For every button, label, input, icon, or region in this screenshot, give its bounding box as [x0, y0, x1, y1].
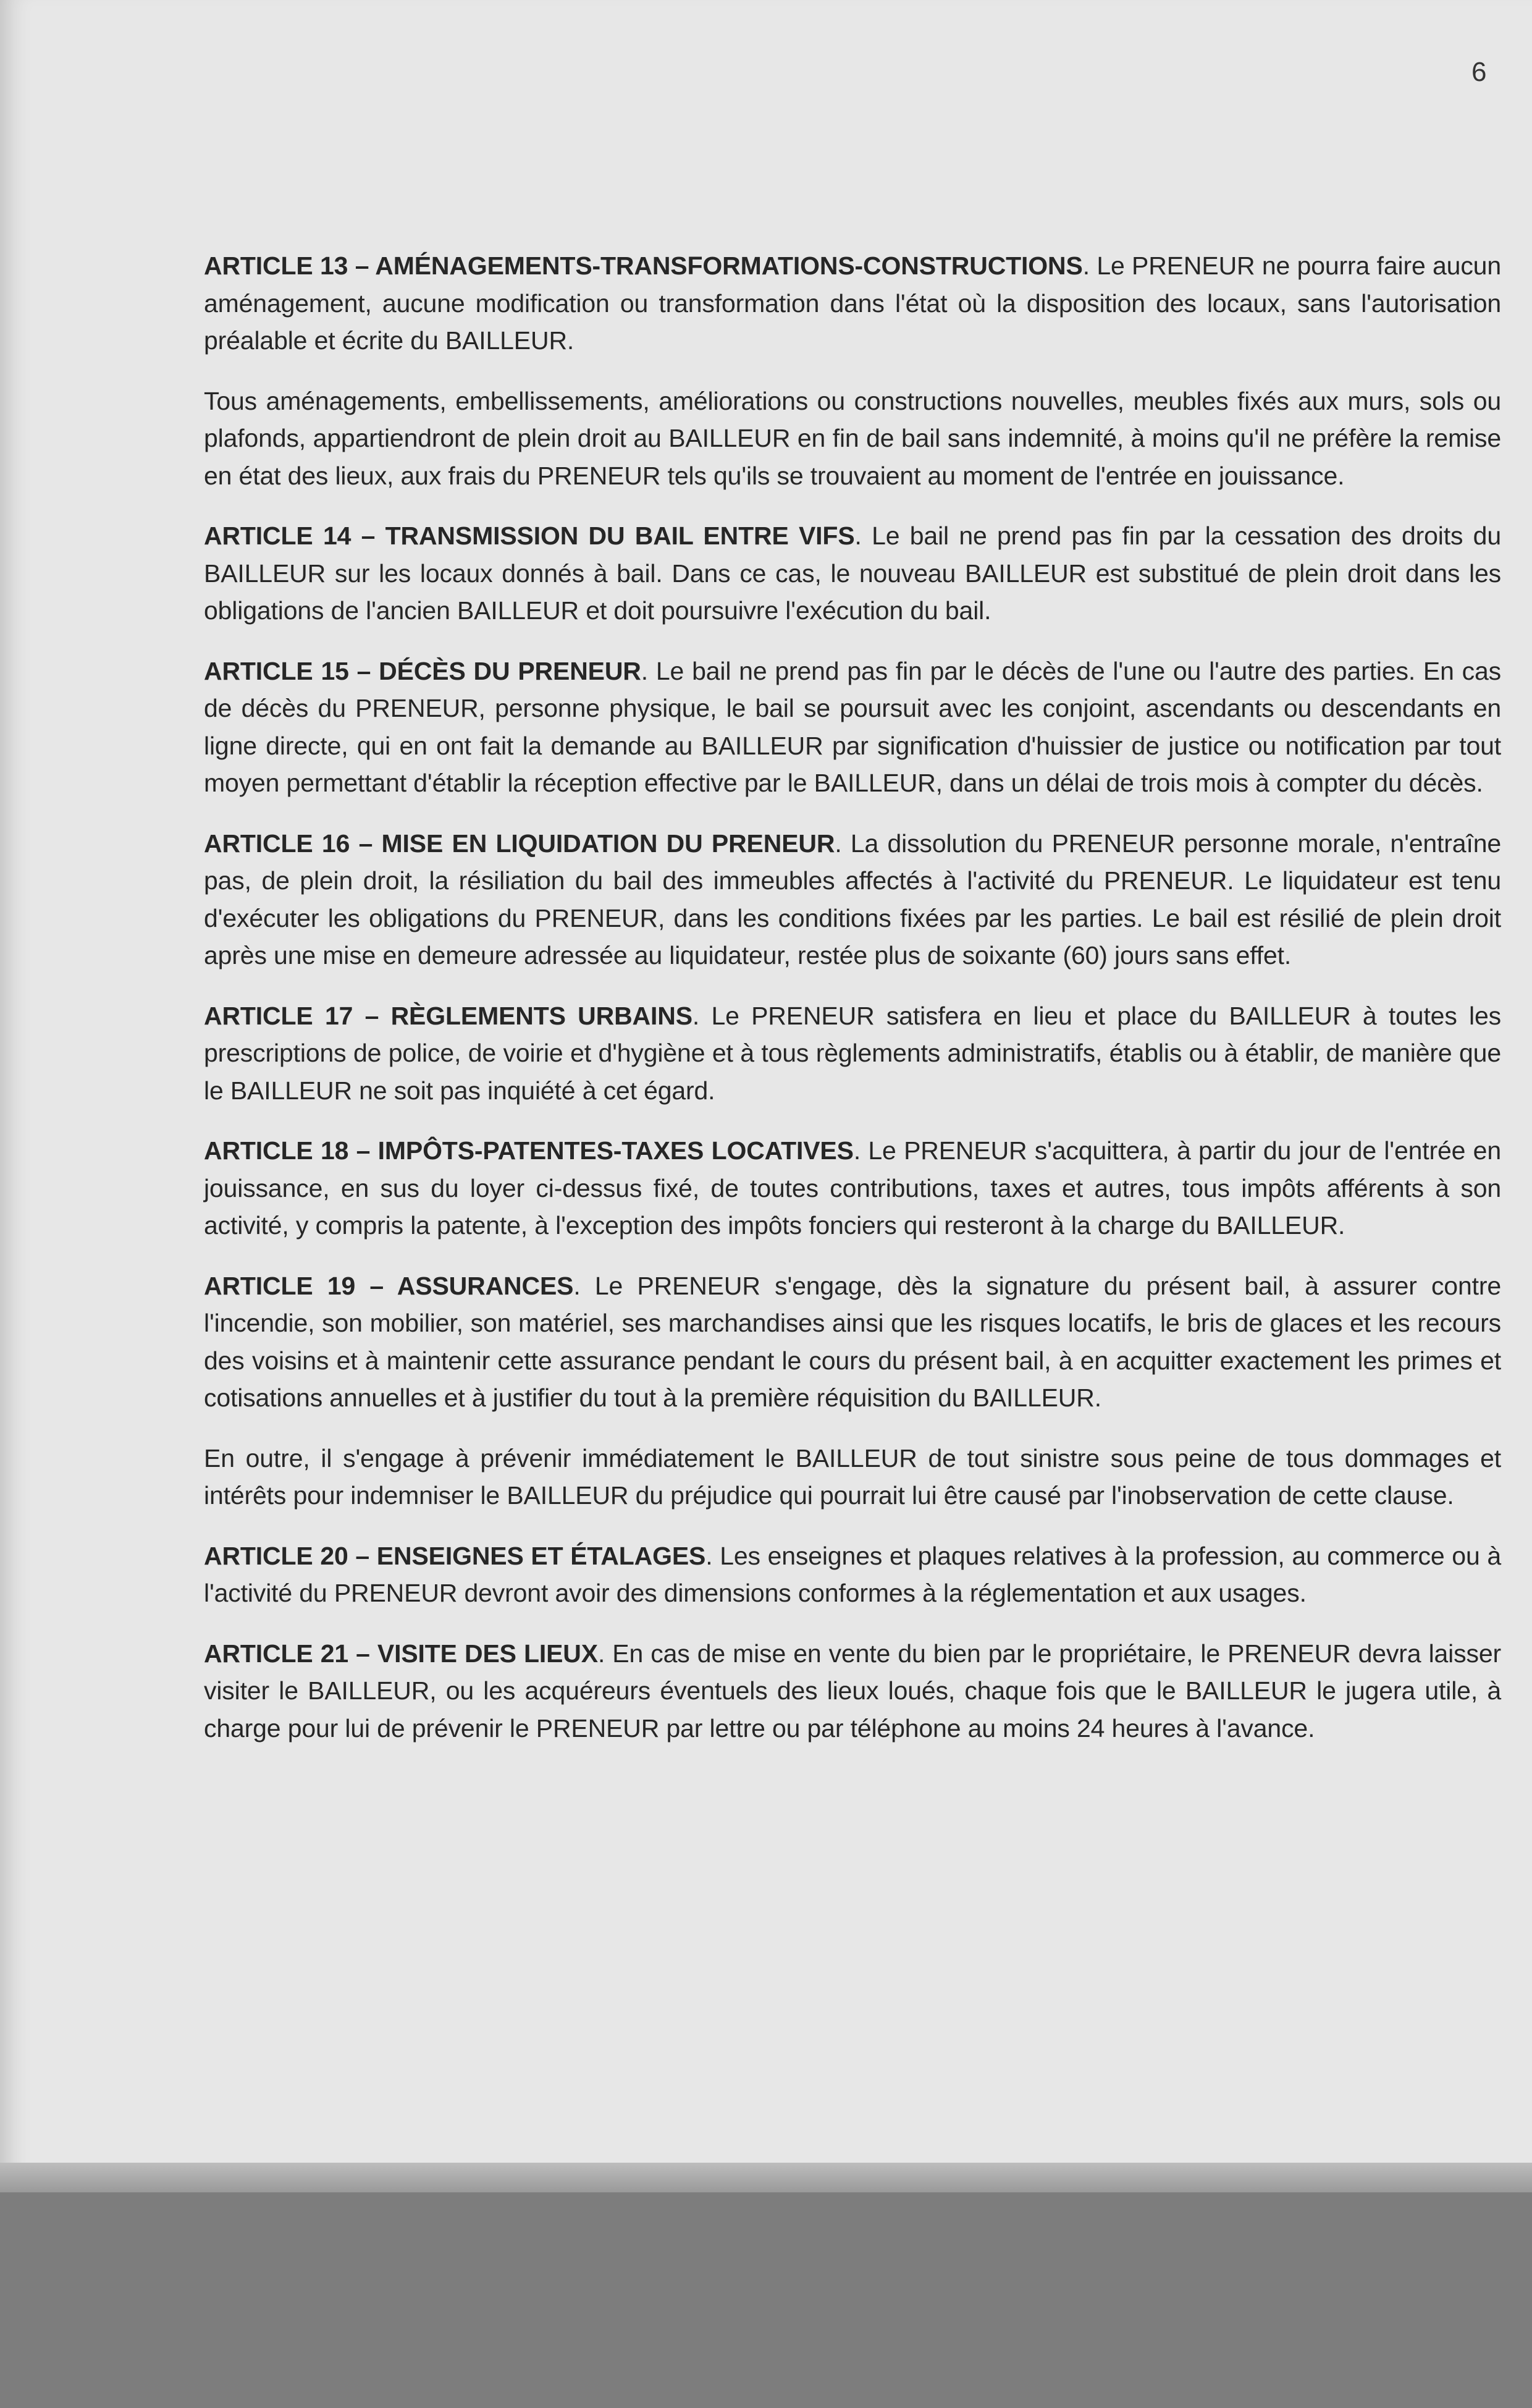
page-number: 6 — [1471, 57, 1487, 87]
article-13-text: . Le PRENEUR ne pourra faire aucun aménagement, aucune modification ou transformation dans l'état où la disposition des locaux, sans l'autorisation préalable et écrite du BAILLEUR. — [204, 251, 1501, 355]
article-21-paragraph — [204, 1635, 1501, 1747]
article-17-paragraph — [204, 997, 1501, 1110]
article-21-heading: ARTICLE 21 – VISITE DES LIEUX — [204, 1639, 598, 1668]
article-13-text-2: Tous aménagements, embellissements, améliorations ou constructions nouvelles, meubles fixés aux murs, sols ou plafonds, appartiendront de plein droit au BAILLEUR en fin de bail sans indemnité, à moins qu'il ne préfère la remise en état des lieux, aux frais du PRENEUR tels qu'ils se trouvaient au moment de l'entrée en jouissance. — [204, 386, 1501, 490]
article-18-paragraph — [204, 1132, 1501, 1244]
article-15-paragraph — [204, 653, 1501, 802]
article-20-text: . Les enseignes et plaques relatives à la profession, au commerce ou à l'activité du PRENEUR devront avoir des dimensions conformes à la réglementation et aux usages. — [204, 1541, 1501, 1607]
article-16-heading: ARTICLE 16 – MISE EN LIQUIDATION DU PRENEUR — [204, 829, 835, 858]
article-13-heading: ARTICLE 13 – AMÉNAGEMENTS-TRANSFORMATIONS-CONSTRUCTIONS — [204, 251, 1083, 280]
article-20-paragraph — [204, 1537, 1501, 1612]
article-14-text: . Le bail ne prend pas fin par la cessation des droits du BAILLEUR sur les locaux donnés à bail. Dans ce cas, le nouveau BAILLEUR est substitué de plein droit dans les obligations de l'ancien BAILLEUR et doit poursuivre l'exécution du bail. — [204, 522, 1501, 625]
article-19-paragraph-2 — [204, 1440, 1501, 1515]
article-14-paragraph — [204, 517, 1501, 630]
article-14-heading: ARTICLE 14 – TRANSMISSION DU BAIL ENTRE VIFS — [204, 522, 855, 550]
article-18-text: . Le PRENEUR s'acquittera, à partir du jour de l'entrée en jouissance, en sus du loyer ci-dessus fixé, de toutes contributions, taxes et autres, tous impôts afférents à son activité, y compris la patente, à l'exception des impôts fonciers qui resteront à la charge du BAILLEUR. — [204, 1136, 1501, 1240]
article-20-heading: ARTICLE 20 – ENSEIGNES ET ÉTALAGES — [204, 1541, 706, 1570]
article-16-text: . La dissolution du PRENEUR personne morale, n'entraîne pas, de plein droit, la résiliation du bail des immeubles affectés à l'activité du PRENEUR. Le liquidateur est tenu d'exécuter les obligations du PRENEUR, dans les conditions fixées par les parties. Le bail est résilié de plein droit après une mise en demeure adressée au liquidateur, restée plus de soixante (60) jours sans effet. — [204, 829, 1501, 970]
article-13-paragraph — [204, 247, 1501, 360]
article-16-paragraph — [204, 825, 1501, 974]
article-15-text: . Le bail ne prend pas fin par le décès de l'une ou l'autre des parties. En cas de décès du PRENEUR, personne physique, le bail se poursuit avec les conjoint, ascendants ou descendants en ligne directe, qui en ont fait la demande au BAILLEUR par signification d'huissier de justice ou notification par tout moyen permettant d'établir la réception effective par le BAILLEUR, dans un délai de trois mois à compter du décès. — [204, 656, 1502, 797]
document-body — [204, 247, 1501, 1770]
article-17-text: . Le PRENEUR satisfera en lieu et place du BAILLEUR à toutes les prescriptions de police, de voirie et d'hygiène et à tous règlements administratifs, établis ou à établir, de manière que le BAILLEUR ne soit pas inquiété à cet égard. — [204, 1001, 1501, 1105]
article-18-heading: ARTICLE 18 – IMPÔTS-PATENTES-TAXES LOCATIVES — [204, 1136, 854, 1165]
article-19-heading: ARTICLE 19 – ASSURANCES — [204, 1271, 574, 1300]
article-15-heading: ARTICLE 15 – DÉCÈS DU PRENEUR — [204, 656, 641, 685]
article-19-text-2: En outre, il s'engage à prévenir immédiatement le BAILLEUR de tout sinistre sous peine de tous dommages et intérêts pour indemniser le BAILLEUR du préjudice qui pourrait lui être causé par l'inobservation de cette clause. — [204, 1443, 1501, 1510]
article-21-text: . En cas de mise en vente du bien par le propriétaire, le PRENEUR devra laisser visiter le BAILLEUR, ou les acquéreurs éventuels des lieux loués, chaque fois que le BAILLEUR le jugera utile, à charge pour lui de prévenir le PRENEUR par lettre ou par téléphone au moins 24 heures à l'avance. — [204, 1639, 1501, 1743]
scan-edge-strip — [0, 2163, 1532, 2192]
article-19-text: . Le PRENEUR s'engage, dès la signature du présent bail, à assurer contre l'incendie, son mobilier, son matériel, ses marchandises ainsi que les risques locatifs, le bris de glaces et les recours des voisins et à maintenir cette assurance pendant le cours du présent bail, à en acquitter exactement les primes et cotisations annuelles et à justifier du tout à la première réquisition du BAILLEUR. — [204, 1271, 1501, 1412]
article-13-paragraph-2 — [204, 382, 1501, 495]
article-17-heading: ARTICLE 17 – RÈGLEMENTS URBAINS — [204, 1001, 692, 1030]
article-19-paragraph — [204, 1267, 1501, 1417]
